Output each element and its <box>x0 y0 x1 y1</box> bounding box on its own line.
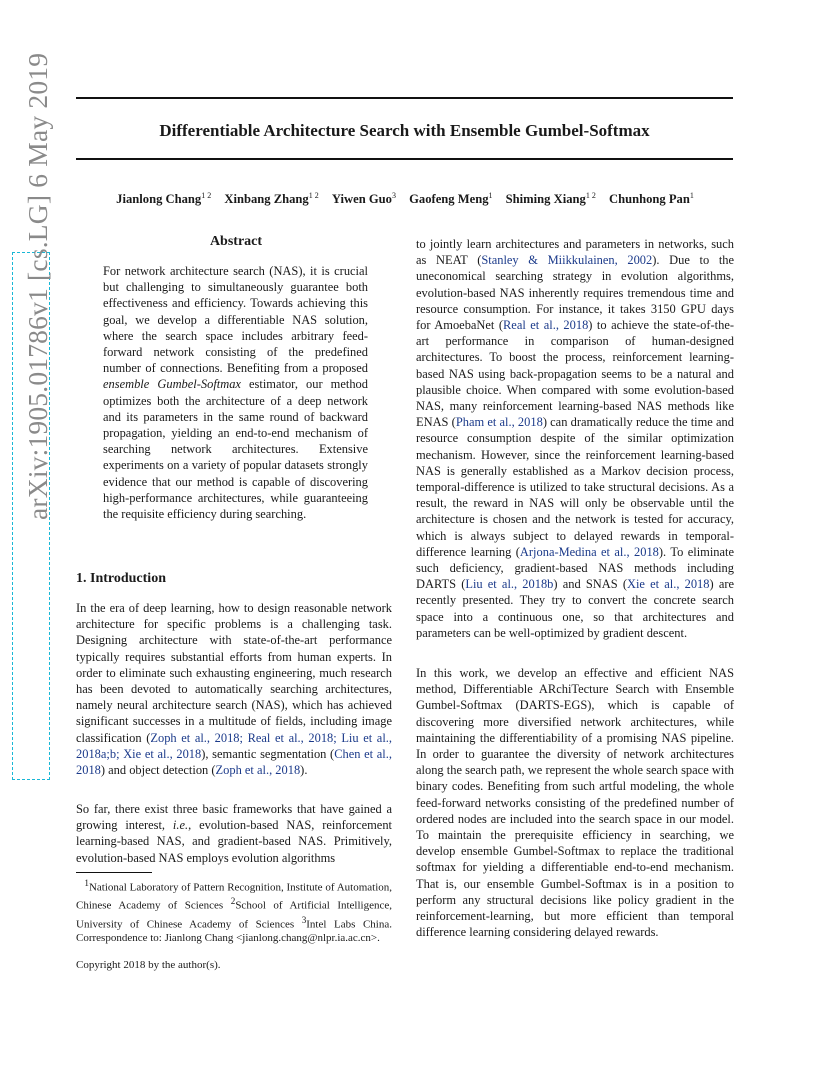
top-rule <box>76 97 733 99</box>
citation-link[interactable]: Zoph et al., 2018; Real et al., 2018; Liu et al., 2018a;b; Xie et al., 2018 <box>76 730 392 761</box>
author: Chunhong Pan$^1$ <box>608 191 694 207</box>
citation-link[interactable]: Pham et al., 2018 <box>455 415 543 430</box>
footnote-rule <box>76 872 152 873</box>
paper-title: Differentiable Architecture Search with Ensemble Gumbel-Softmax <box>159 121 650 140</box>
author: Xinbang Zhang$^{1 2}$ <box>224 191 319 207</box>
intro-paragraph-4: In this work, we develop an effective and efficient NAS method, Differentiable ARchiTecture Search with Ensemble Gumbel-Softmax (DARTS-EGS), which is capable of discovering more diversified network architectures, while maintaining the differentiability of a promising NAS pipeline. In order to guarantee the diversity of network architectures along the search path, we represent the whole search space with binary codes. Benefiting from such artful modeling, the whole feed-forward networks consisting of the predefined number of ordered nodes are included into the search space in our model. To maintain the prerequisite efficiency in searching, we develop ensemble Gumbel-Softmax to replace the traditional softmax for yielding a differentiable end-to-end mechanism. That is, our ensemble Gumbel-Softmax is in a position to perform any structural decisions like policy gradient in the reinforcement-learning, but more efficient than temporal difference learning considering delayed rewards. <box>416 666 734 940</box>
author: Gaofeng Meng$^1$ <box>409 191 493 207</box>
citation-link[interactable]: Xie et al., 2018 <box>626 577 710 592</box>
title-bottom-rule <box>76 158 733 160</box>
intro-paragraph-1: In the era of deep learning, how to design reasonable network architecture for specific problems is a challenging task. Designing architecture with state-of-the-art performance typically requires substantial efforts from human experts. In order to eliminate such exhausting engineering, much research has been devoted to automatically searching architectures, namely neural architecture search (NAS), which has achieved significant successes in a multitude of fields, including image classification (Zoph et al., 2018; Real et al., 2018; Liu et al., 2018a;b; Xie et al., 2018), semantic segmentation (Chen et al., 2018) and object detection (Zoph et al., 2018). <box>76 601 392 778</box>
citation-link[interactable]: Zoph et al., 2018 <box>215 763 301 778</box>
author: Yiwen Guo$^3$ <box>331 191 396 207</box>
citation-link[interactable]: Stanley & Miikkulainen, 2002 <box>481 253 653 268</box>
author-list <box>60 188 750 207</box>
section-heading: 1. Introduction <box>76 571 166 586</box>
citation-link[interactable]: Liu et al., 2018b <box>465 577 554 592</box>
citation-link[interactable]: Chen et al., 2018 <box>76 746 392 778</box>
intro-paragraph-2: So far, there exist three basic frameworks that have gained a growing interest, i.e., evolution-based NAS, reinforcement learning-based NAS, and gradient-based NAS. Primitively, evolution-based NAS employs evolution algorithms <box>76 802 392 865</box>
footnote: $^1$National Laboratory of Pattern Recognition, Institute of Automation, Chinese Academy of Sciences $^2$School of Artificial Intelligence, University of Chinese Academy of Sciences $^3$Intel Labs China. Correspondence to: Jianlong Chang <jianlong.chang@nlpr.ia.ac.cn>. <box>76 878 393 944</box>
copyright-notice: Copyright 2018 by the author(s). <box>76 959 221 971</box>
abstract-text: For network architecture search (NAS), it is crucial but challenging to simultaneously guarantee both effectiveness and efficiency. Towards achieving this goal, we develop a differentiable NAS solution, where the search space includes arbitrary feed-forward network consisting of the predefined number of connections. Benefiting from a proposed ensemble Gumbel-Softmax estimator, our method optimizes both the architecture of a deep network and its parameters in the same round of backward propagation, yielding an end-to-end mechanism of searching network architectures. Extensive experiments on a variety of popular datasets strongly evidence that our method is capable of discovering high-performance architectures, while guaranteeing the requisite efficiency during searching. <box>103 264 368 522</box>
author: Jianlong Chang$^{1 2}$ <box>116 191 212 207</box>
author: Shiming Xiang$^{1 2}$ <box>505 191 596 207</box>
citation-link[interactable]: Real et al., 2018 <box>503 318 589 333</box>
arxiv-watermark: arXiv:1905.01786v1 [cs.LG] 6 May 2019 <box>22 52 53 520</box>
intro-paragraph-3: to jointly learn architectures and parameters in networks, such as NEAT (Stanley & Miikkulainen, 2002). Due to the uneconomical searching strategy in evolution algorithms, evolution-based NAS inherently requires tremendous time and resource consumption. For instance, it takes 3150 GPU days for AmoebaNet (Real et al., 2018) to achieve the state-of-the-art performance in comparison of human-designed architectures. To boost the process, reinforcement learning-based NAS using back-propagation seems to be a natural and plausible choice. When compared with some evolution-based NAS, many reinforcement learning-based NAS methods like ENAS (Pham et al., 2018) can dramatically reduce the time and resource consumption despite of the similar optimization mechanism. However, since the reinforcement learning-based NAS is generally established as a Markov decision process, temporal-difference is utilized to take structural decisions. As a result, the reward in NAS will only be observable until the architecture is chosen and the network is tested for accuracy, which is always subject to delayed rewards in temporal-difference learning (Arjona-Medina et al., 2018). To eliminate such deficiency, gradient-based NAS methods including DARTS (Liu et al., 2018b) and SNAS (Xie et al., 2018) are recently presented. They try to convert the concrete search space into a continuous one, so that architectures and parameters can be well-optimized by gradient descent. <box>416 237 735 640</box>
abstract-heading: Abstract <box>209 234 263 249</box>
citation-link[interactable]: Arjona-Medina et al., 2018 <box>519 544 659 559</box>
